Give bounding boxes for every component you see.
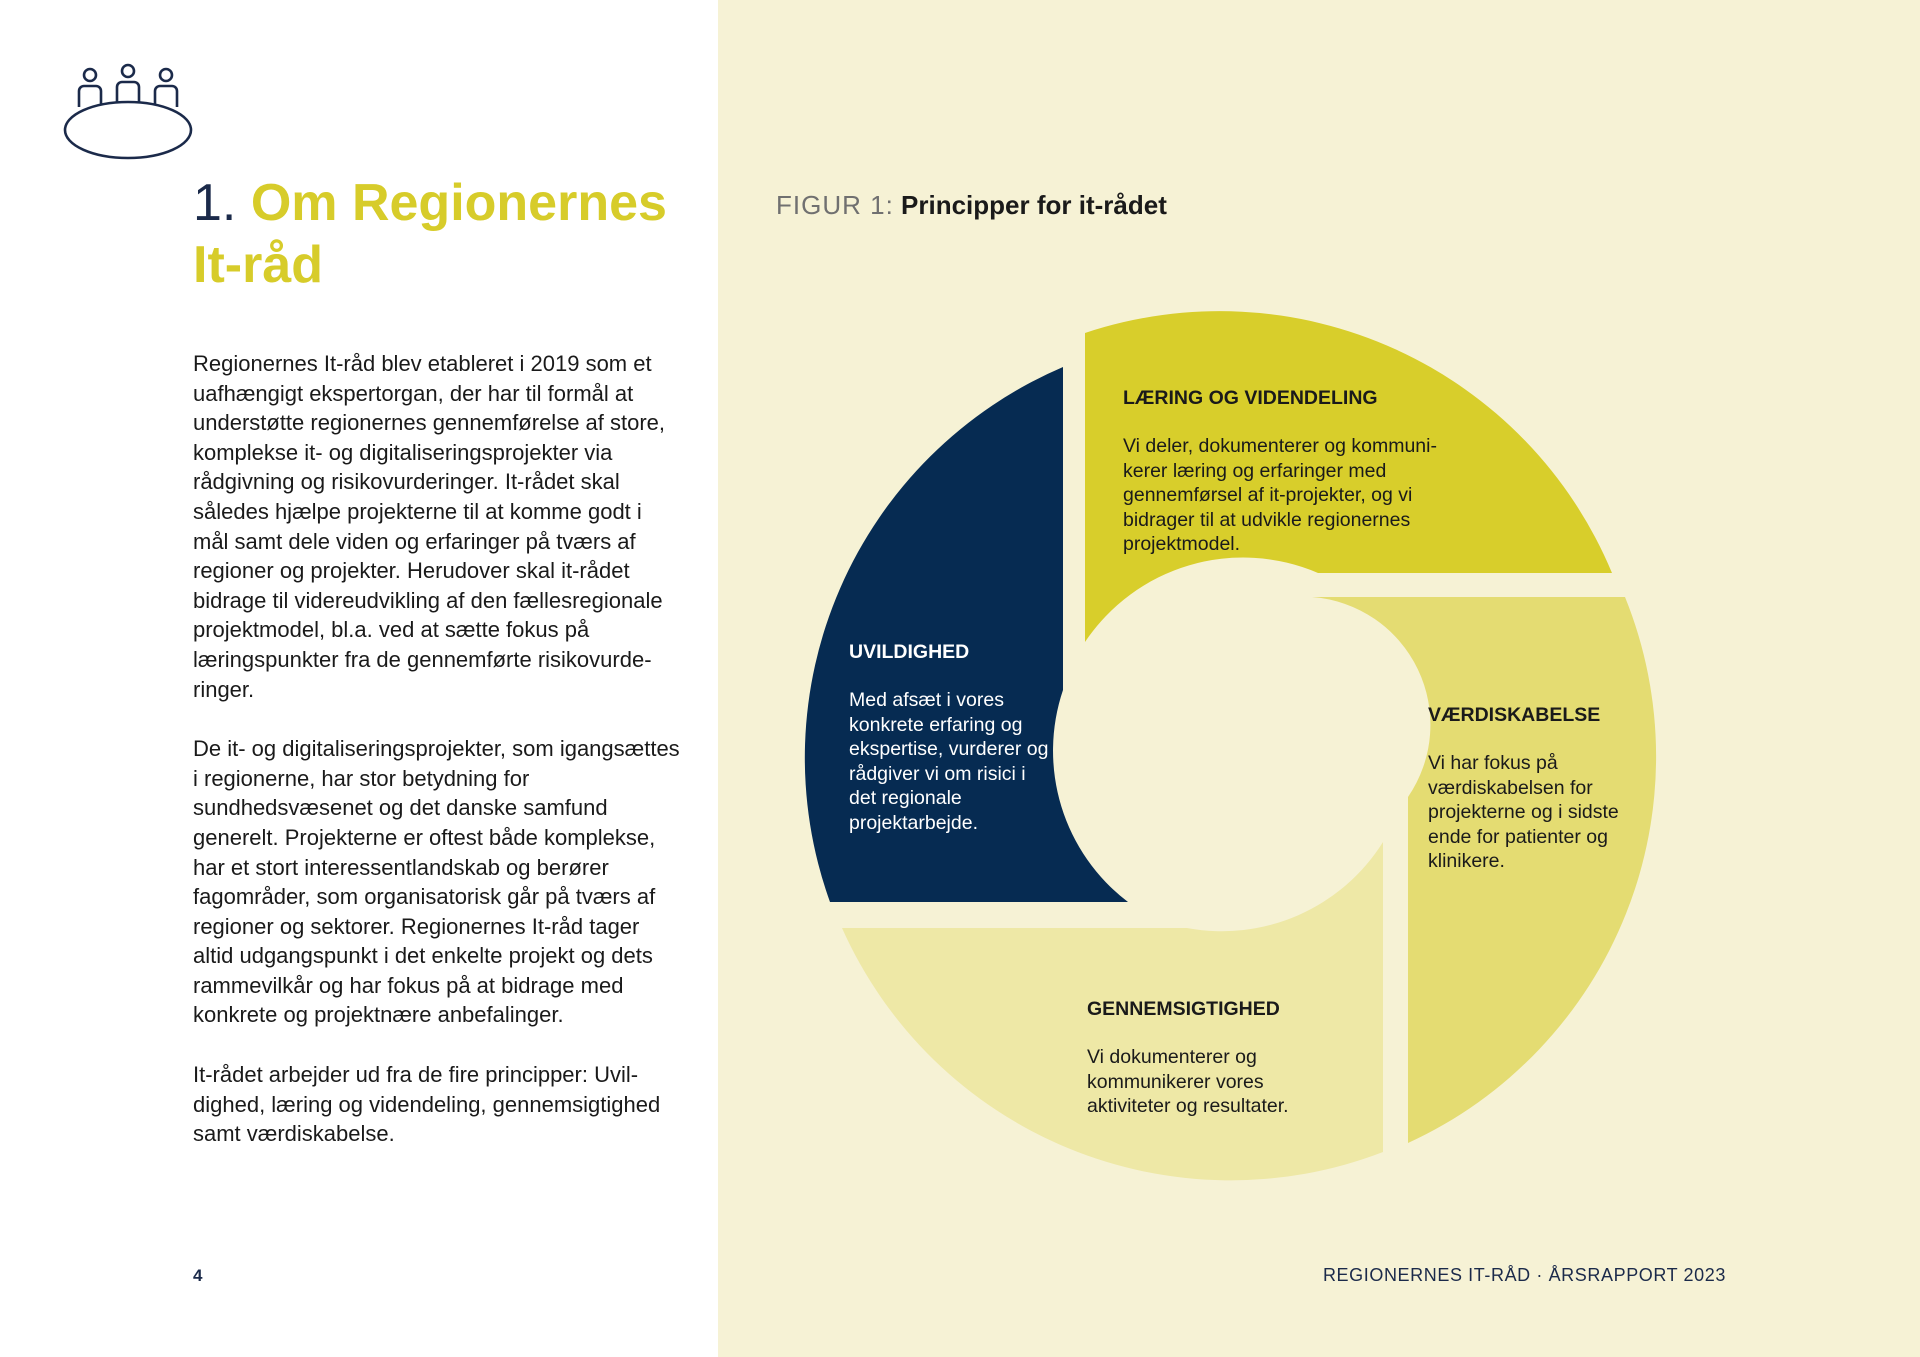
principle-gennem-text: Vi dokumenterer og kommunikerer vores aktiviteter og resultater. <box>1087 1046 1289 1117</box>
principle-uvild <box>849 640 1049 835</box>
principle-laering-title: LÆRING OG VIDENDELING <box>1123 387 1378 409</box>
principle-gennem <box>1087 997 1337 1119</box>
figure-title: Principper for it-rådet <box>901 190 1167 220</box>
intro-paragraph: Regionernes It-råd blev etableret i 2019 som et uafhængigt ekspertorgan, der har til formål at understøtte regionernes gennemførelse af store, komplekse it- og digitaliseringsprojekter via rådgivning og risikovurderinger. It-rådet skal således hjælpe projekterne til at komme godt i mål samt dele viden og erfaringer på tværs af regioner og projekter. Herudover skal it-rådet bidrage til videreudvikling af den fællesregionale projektmodel, bl.a. ved at sætte fokus på læringspunkter fra de gennemførte risikovurderinger. <box>193 351 666 702</box>
chapter-title-text: Om Regionernes It-råd <box>193 174 667 294</box>
principle-vaerdi-title: VÆRDISKABELSE <box>1428 704 1601 726</box>
principle-vaerdi-text: Vi har fokus på værdiskabelsen for projekterne og i sidste ende for patienter og klinikere. <box>1428 752 1619 872</box>
chapter-number: 1. <box>193 174 237 232</box>
page-number: 4 <box>193 1266 203 1285</box>
intro-paragraph: De it- og digitaliseringsprojekter, som igangsættes i regionerne, har stor betydning for sundhedsvæsenet og det danske samfund generelt. Projekterne er oftest både komplekse, har et stort interessentlandskab og berører fagområder, som organisatorisk går på tværs af regioner og sektorer. Regionernes It-råd tager altid udgangspunkt i det enkelte projekt og dets rammevilkår og har fokus på at bidrage med konkrete og projektnære anbefalinger. <box>193 736 680 1028</box>
intro-paragraph: It-rådet arbejder ud fra de fire principper: Uvildighed, læring og videndeling, gennemsigtighed samt værdiskabelse. <box>193 1062 661 1147</box>
figure-label: FIGUR 1: <box>776 190 894 220</box>
principle-laering <box>1123 386 1473 557</box>
principle-vaerdi <box>1428 703 1638 874</box>
principle-gennem-title: GENNEMSIGTIGHED <box>1087 998 1280 1020</box>
principle-uvild-title: UVILDIGHED <box>849 641 970 663</box>
principle-laering-text: Vi deler, dokumenterer og kommunikerer læring og erfaringer med gennemførsel af it-projekter, og vi bidrager til at udvikle regionernes projektmodel. <box>1123 435 1437 555</box>
principle-uvild-text: Med afsæt i vores konkrete erfaring og ekspertise, vurderer og rådgiver vi om risici i det regionale projektarbejde. <box>849 689 1049 834</box>
footer-publication: REGIONERNES IT-RÅD · ÅRSRAPPORT 2023 <box>1322 1265 1726 1285</box>
